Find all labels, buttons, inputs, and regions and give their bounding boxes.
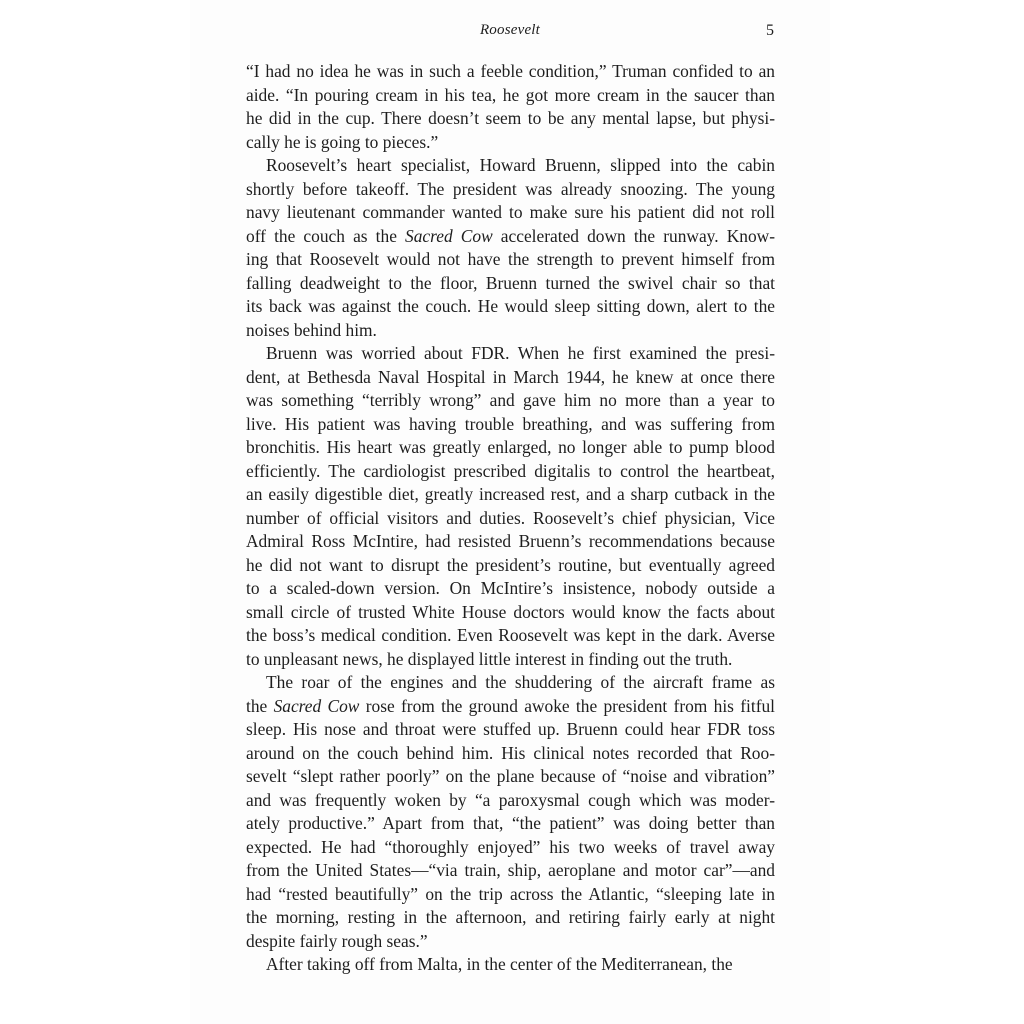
text-line: and was frequently woken by “a paroxysmal cough which was moder- [246, 789, 775, 810]
text-line: to a scaled-down version. On McIntire’s insistence, nobody outside a [246, 578, 775, 598]
text-line: sleep. His nose and throat were stuffed up. Bruenn could hear FDR toss [246, 719, 775, 739]
text-line: the boss’s medical condition. Even Roosevelt was kept in the dark. Averse [246, 625, 775, 645]
text-line: cally he is going to pieces.” [246, 131, 439, 152]
paragraph [246, 60, 775, 154]
text-line: small circle of trusted White House doctors would know the facts about [246, 601, 775, 622]
text-line: Roosevelt’s heart specialist, Howard Bruenn, slipped into the cabin [266, 155, 775, 175]
text-line: The roar of the engines and the shuddering of the aircraft frame as [266, 672, 775, 692]
paragraph [246, 342, 775, 671]
text-line: to unpleasant news, he displayed little interest in finding out the truth. [246, 648, 733, 669]
text-line: the Sacred Cow rose from the ground awoke the president from his fitful [246, 695, 776, 716]
text-line: ately productive.” Apart from that, “the patient” was doing better than [246, 813, 775, 833]
text-line: “I had no idea he was in such a feeble condition,” Truman confided to an [246, 61, 775, 81]
text-line: navy lieutenant commander wanted to make sure his patient did not roll [246, 202, 775, 222]
text-line: aide. “In pouring cream in his tea, he got more cream in the saucer than [246, 84, 775, 105]
text-line: bronchitis. His heart was greatly enlarged, no longer able to pump blood [246, 437, 775, 457]
page-header [246, 22, 774, 42]
text-line: from the United States—“via train, ship, aeroplane and motor car”—and [246, 860, 775, 880]
text-line: live. His patient was having trouble breathing, and was suffering from [246, 413, 775, 434]
text-line: efficiently. The cardiologist prescribed digitalis to control the heartbeat, [246, 460, 775, 481]
text-line: number of official visitors and duties. Roosevelt’s chief physician, Vice [246, 507, 775, 528]
text-line: falling deadweight to the floor, Bruenn turned the swivel chair so that [246, 272, 775, 293]
text-line: dent, at Bethesda Naval Hospital in March 1944, he knew at once there [246, 366, 775, 387]
text-line: off the couch as the Sacred Cow accelerated down the runway. Know- [246, 225, 775, 246]
text-line: Admiral Ross McIntire, had resisted Bruenn’s recommendations because [246, 531, 775, 551]
text-line: ing that Roosevelt would not have the strength to prevent himself from [246, 249, 775, 269]
text-line: was something “terribly wrong” and gave him no more than a year to [246, 390, 775, 410]
text-line: had “rested beautifully” on the trip across the Atlantic, “sleeping late in [246, 883, 775, 904]
text-line: around on the couch behind him. His clinical notes recorded that Roo- [246, 742, 775, 763]
text-line: an easily digestible diet, greatly increased rest, and a sharp cutback in the [246, 484, 775, 504]
text-line: noises behind him. [246, 319, 377, 340]
text-line: Bruenn was worried about FDR. When he first examined the presi- [266, 343, 775, 363]
text-line: he did not want to disrupt the president’s routine, but eventually agreed [246, 554, 775, 575]
running-head: Roosevelt [479, 22, 541, 38]
text-line: he did in the cup. There doesn’t seem to be any mental lapse, but physi- [246, 108, 775, 128]
text-line: expected. He had “thoroughly enjoyed” his two weeks of travel away [246, 836, 775, 857]
text-line: its back was against the couch. He would sleep sitting down, alert to the [246, 296, 775, 316]
body-text [246, 60, 775, 977]
text-line: despite fairly rough seas.” [246, 930, 428, 951]
text-line: the morning, resting in the afternoon, and retiring fairly early at night [246, 907, 775, 927]
page-number: 5 [766, 22, 774, 39]
text-line: shortly before takeoff. The president was already snoozing. The young [246, 178, 775, 199]
text-line: sevelt “slept rather poorly” on the plane because of “noise and vibration” [246, 766, 775, 786]
paragraph [246, 671, 775, 953]
text-line: After taking off from Malta, in the center of the Mediterranean, the [266, 954, 733, 974]
paragraph [246, 953, 775, 977]
paragraph [246, 154, 775, 342]
